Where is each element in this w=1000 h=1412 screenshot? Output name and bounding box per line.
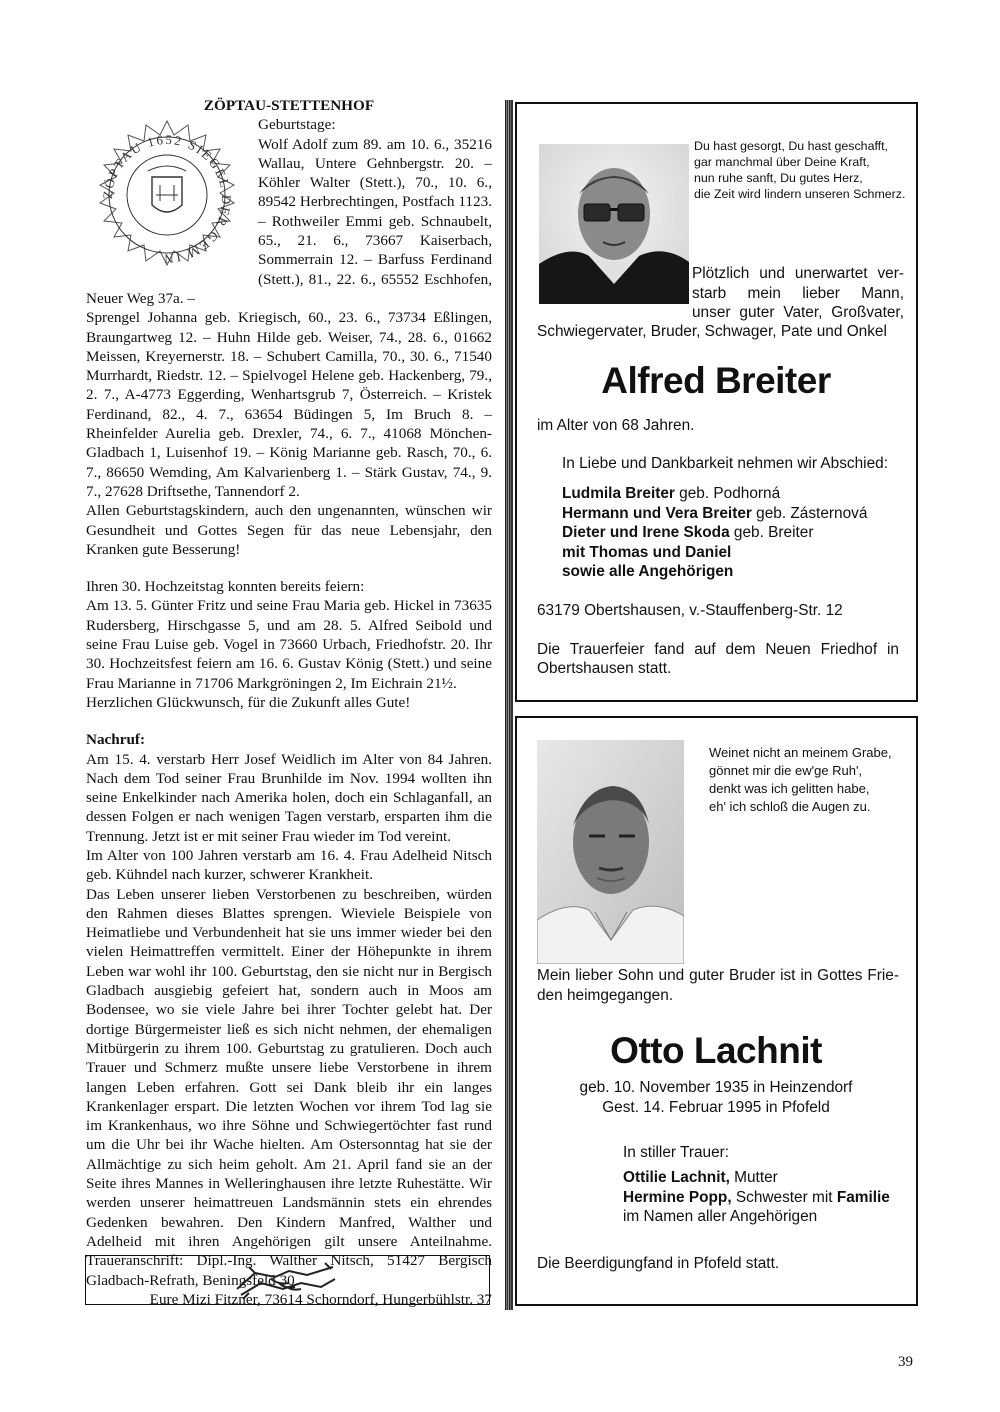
portrait-photo-alfred-breiter: [539, 144, 689, 304]
verse-line: gönnet mir die ew'ge Ruh',: [709, 763, 863, 778]
verse-line: Du hast gesorgt, Du hast geschafft,: [694, 139, 889, 153]
anniversary-intro: Ihren 30. Hochzeitstag konnten bereits feiern:: [86, 578, 365, 596]
verse-line: gar manchmal über Deine Kraft,: [694, 155, 870, 169]
mourner-name: mit Thomas und Daniel: [562, 543, 732, 561]
obituary-nitsch: Im Alter von 100 Jahren verstarb am 16. 4. Frau Adelheid Nitsch geb. Kühndel nach kurzer, schwerer Krankheit.: [86, 846, 492, 884]
deceased-name: Otto Lachnit: [610, 1030, 822, 1071]
anniversary-text: Am 13. 5. Günter Fritz und seine Frau Maria geb. Hickel in 73635 Rudersberg, Hirschgasse 5, und am 28. 5. Alfred Seibold und seine Frau Luise geb. Vogel in 73660 Urbach, Friedhofstr. 20. Ihr 30. Hochzeitsfest feiern am 16. 6. Gustav König (Stett.) und seine Frau Marianne in 71706 Markgröningen 2, Im Eichrain 21½.: [86, 597, 492, 692]
verse-line: denkt was ich gelitten habe,: [709, 781, 870, 796]
intro-line: Plötzlich und unerwartet ver-: [692, 265, 904, 282]
intro-line: unser guter Vater, Großvater,: [692, 304, 904, 322]
mourner-detail: im Namen aller Angehörigen: [623, 1208, 818, 1226]
obituary-weidlich: Am 15. 4. verstarb Herr Josef Weidlich im Alter von 84 Jahren. Nach dem Tod seiner Frau Brunhilde im Nov. 1994 wollten ihn seine Enkelkinder nach Amerika holen, doch ein Schlaganfall, an dessen Folgen er nach wenigen Tagen verstarb, ersparten ihm die Trennung. Jetzt ist er mit seiner Frau wieder im Tod vereint.: [86, 750, 492, 845]
left-column: [86, 96, 492, 1309]
verse-line: Weinet nicht an meinem Grabe,: [709, 745, 892, 760]
seal-lettering: ZÖPTAU 1652 SIEGEL DER GEM IN: [99, 132, 235, 267]
intro-line: starb mein lieber Mann,: [692, 284, 904, 302]
funeral-info: [537, 640, 899, 660]
handshake-icon: [231, 1259, 341, 1301]
community-seal: [82, 115, 252, 283]
mourners-list: [623, 1168, 890, 1227]
mourning-line: In stiller Trauer:: [623, 1144, 730, 1161]
verse-line: eh' ich schloß die Augen zu.: [709, 799, 871, 814]
author-signature: Eure Mizi Fitzner, 73614 Schorndorf, Hungerbühlstr. 37: [149, 1290, 492, 1308]
intro-line: den heimgegangen.: [537, 987, 674, 1004]
section-title: ZÖPTAU-STETTENHOF: [203, 97, 375, 114]
page-number: 39: [898, 1354, 913, 1370]
age-at-death: im Alter von 68 Jahren.: [537, 417, 695, 434]
handshake-emblem-box: [85, 1255, 490, 1305]
death-notice-alfred-breiter: [515, 102, 918, 702]
portrait-photo-otto-lachnit: [537, 740, 684, 964]
obituary-nitsch-tribute: Das Leben unserer lieben Verstorbenen zu beschreiben, würden den Rahmen dieses Blattes sprengen. Wieviele Beispiele von Heimatliebe und Verbundenheit hat sie uns immer wieder bei den vielen Heimattreffen vermittelt. Einer der Höhepunkte in ihrem Leben war wohl ihr 100. Geburtstag, den sie nicht nur in Bergisch Gladbach ausgiebig gefeiert hat, sondern auch in Moos am Bodensee, wo sie viele Jahre bei ihrer Tochter gelebt hat. Der dortige Bürgermeister ließ es sich nicht nehmen, der ehemaligen Mitbürgerin zu ihrem 100. Geburtstag zu gratulieren. Doch auch Trauer und Schmerz mußte unsere liebe Verstorbene in ihrem langen Leben erfahren. Gott sei Dank bleib ihr ein langes Krankenlager erspart. Die letzten Wochen vor ihrem Tod lag sie im Krankenhaus, wo ihre Söhne und Schwiegertöchter fast rund um die Uhr bei ihr Wache hielten. Am Ostersonntag hat sie der Allmächtige zu sich heim geholt. Am 21. April fand sie an der Seite ihres Mannes in Welleringhausen ihre letzte Ruhestätte. Wir werden unserer heimattreuen Landsmännin stets ein ehrendes Gedenken bewahren. Den Kindern Manfred, Walther und Adelheid mit ihren Angehörigen gilt unsere Anteilnahme. Traueranschrift: Dipl.-Ing. Walther Nitsch, 51427 Bergisch Gladbach-Refrath, Beningsfeld 30.: [86, 885, 492, 1289]
mourner-name: Dieter und Irene Skoda: [562, 524, 730, 542]
verse-line: die Zeit wird lindern unseren Schmerz.: [694, 187, 906, 201]
birthdays-heading: Geburtstage:: [258, 116, 336, 134]
mourner-name: sowie alle Angehörigen: [562, 563, 734, 581]
mourner-family: Familie: [836, 1188, 890, 1206]
intro-line: Mein lieber Sohn und guter Bruder ist in Gottes Frie-: [537, 967, 899, 984]
birth-date: geb. 10. November 1935 in Heinzendorf: [579, 1079, 853, 1096]
family-address: 63179 Obertshausen, v.-Stauffenberg-Str. 12: [537, 602, 843, 619]
birthdays-list-part-2: Sprengel Johanna geb. Kriegisch, 60., 23. 6., 73734 Eßlingen, Braungartweg 12. – Huhn Hilde geb. Weiser, 74., 28. 6., 01662 Meissen, Kreyernerstr. 18. – Schubert Camilla, 70., 30. 6., 71540 Murrhardt, Riedstr. 12. – Spielvogel Helene geb. Hackenberg, 79., 2. 7., A-4773 Eggerding, Wenhartsgrub 7, Österreich. – Kristek Ferdinand, 82., 4. 7., 63654 Büdingen 5, Im Bruch 8. – Rheinfelder Aurelia geb. Drexler, 74., 6. 7., 41068 Mönchen-Gladbach 1, Luisenhof 19. – König Marianne geb. Rasch, 70., 6. 7., 86650 Wemding, Am Kalvarienberg 1. – Stärk Gustav, 74., 9. 7., 27628 Driftsethe, Tannendorf 2.: [86, 309, 492, 500]
mourners-list: [562, 484, 867, 582]
mourner-detail: geb. Podhorná: [674, 485, 781, 502]
intro-line: Schwiegervater, Bruder, Schwager, Pate und Onkel: [537, 323, 887, 340]
mourner-detail: geb. Zásternová: [751, 504, 868, 522]
obituary-heading: Nachruf:: [86, 731, 146, 749]
mourner-detail: Schwester mit: [731, 1188, 837, 1206]
memorial-verse: [709, 744, 909, 816]
farewell-line: In Liebe und Dankbarkeit nehmen wir Abschied:: [562, 455, 888, 472]
death-notice-otto-lachnit: [515, 716, 918, 1306]
notice-intro: [692, 264, 904, 323]
congratulations: Herzlichen Glückwunsch, für die Zukunft alles Gute!: [86, 693, 411, 711]
mourner-detail: Mutter: [729, 1169, 778, 1186]
mourner-name: Ottilie Lachnit,: [623, 1169, 730, 1186]
verse-line: nun ruhe sanft, Du gutes Herz,: [694, 171, 863, 185]
memorial-verse: [694, 138, 914, 202]
mourner-name: Hermann und Vera Breiter: [562, 504, 752, 522]
funeral-line: Obertshausen statt.: [537, 660, 672, 677]
funeral-line: Die Trauerfeier fand auf dem Neuen Friedhof in: [537, 641, 899, 658]
birthdays-list-part-1: Wolf Adolf zum 89. am 10. 6., 35216 Wallau, Untere Gehnbergstr. 20. – Köhler Walter (Stett.), 70., 10. 6., 89542 Herbrechtingen, Postfach 1123. – Rothweiler Emmi geb. Schnaubelt, 65., 21. 6., 73667 Kaiserbach, Sommerrain 12. – Barfuss Ferdinand (Stett.), 81., 22. 6., 65552 Eschhofen, Neuer Weg 37a. –: [86, 135, 492, 307]
mourner-detail: geb. Breiter: [729, 524, 814, 542]
mourner-name: Hermine Popp,: [623, 1188, 732, 1206]
svg-text:ZÖPTAU 1652 SIEGEL DER GEM IN: [100, 132, 234, 266]
mourner-name: Ludmila Breiter: [562, 485, 675, 502]
death-date: Gest. 14. Februar 1995 in Pfofeld: [602, 1099, 830, 1116]
burial-info: Die Beerdigungfand in Pfofeld statt.: [537, 1255, 780, 1272]
column-divider: [505, 100, 513, 1310]
deceased-name: Alfred Breiter: [601, 360, 831, 401]
birthday-wishes: Allen Geburtstagskindern, auch den ungenannten, wünschen wir Gesundheit und Gottes Segen für das neue Lebensjahr, den Kranken gute Besserung!: [86, 502, 492, 558]
